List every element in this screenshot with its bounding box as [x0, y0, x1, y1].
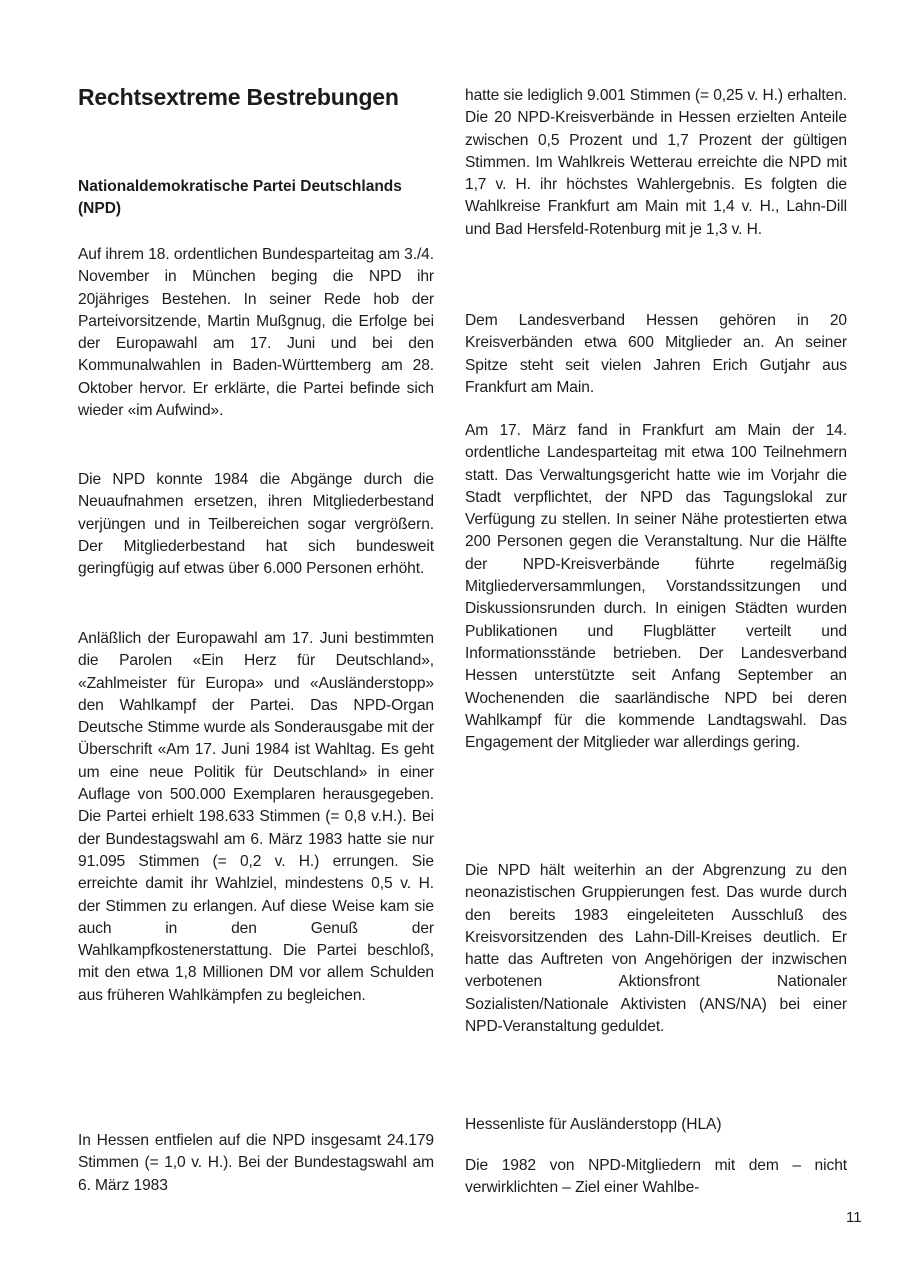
left-paragraph-4: In Hessen entfielen auf die NPD insgesamt 24.179 Stimmen (= 1,0 v. H.). Bei der Bundestagswahl am 6. März 1983	[78, 1132, 434, 1194]
right-paragraph-5: Die 1982 von NPD-Mitgliedern mit dem – nicht verwirklichten – Ziel einer Wahlbe-	[465, 1157, 847, 1197]
subsection-title: Nationaldemokratische Partei Deutschlands (NPD)	[78, 178, 402, 217]
section-title: Rechtsextreme Bestrebungen	[78, 84, 399, 110]
left-paragraph-2: Die NPD konnte 1984 die Abgänge durch die Neuaufnahmen ersetzen, ihren Mitgliederbestand verjüngen und in Teilbereichen sogar vergrößern. Der Mitgliederbestand hat sich bundesweit geringfügig auf etwas über 6.000 Personen erhöht.	[78, 471, 434, 578]
left-paragraph-1: Auf ihrem 18. ordentlichen Bundesparteitag am 3./4. November in München beging die NPD ihr 20jähriges Bestehen. In seiner Rede hob der Parteivorsitzende, Martin Mußgnug, die Erfolge bei der Europawahl am 17. Juni und bei den Kommunalwahlen in Baden-Württemberg am 28. Oktober hervor. Er erklärte, die Partei befinde sich wieder «im Aufwind».	[78, 246, 434, 420]
right-paragraph-2: Dem Landesverband Hessen gehören in 20 Kreisverbänden etwa 600 Mitglieder an. An seiner Spitze steht seit vielen Jahren Erich Gutjahr aus Frankfurt am Main.	[465, 312, 847, 396]
right-paragraph-4: Die NPD hält weiterhin an der Abgrenzung zu den neonazistischen Gruppierungen fest. Das wurde durch den bereits 1983 eingeleiteten Ausschluß des Kreisvorsitzenden des Lahn-Dill-Kreises deutlich. Er hatte das Auftreten von Angehörigen der inzwischen verbotenen Aktionsfront Nationaler Sozialisten/Nationale Aktivisten (ANS/NA) bei einer NPD-Veranstaltung geduldet.	[465, 862, 847, 1036]
right-paragraph-3: Am 17. März fand in Frankfurt am Main der 14. ordentliche Landesparteitag mit etwa 100 Teilnehmern statt. Das Verwaltungsgericht hatte wie im Vorjahr die Stadt verpflichtet, der NPD das Tagungslokal zur Verfügung zu stellen. In seiner Nähe protestierten etwa 200 Personen gegen die Veranstaltung. Nur die Hälfte der NPD-Kreisverbände führte regelmäßig Mitgliederversammlungen, Vorstandssitzungen und Diskussionsrunden durch. In einigen Städten wurden Publikationen und Flugblätter verteilt und Informationsstände betrieben. Der Landesverband Hessen unterstützte seit Anfang September an Wochenenden die saarländische NPD bei deren Wahlkampf für die kommende Landtagswahl. Das Engagement der Mitglieder war allerdings gering.	[465, 422, 847, 752]
left-paragraph-3: Anläßlich der Europawahl am 17. Juni bestimmten die Parolen «Ein Herz für Deutschland», «Zahlmeister für Europa» und «Ausländerstopp» den Wahlkampf der Partei. Das NPD-Organ Deutsche Stimme wurde als Sonderausgabe mit der Überschrift «Am 17. Juni 1984 ist Wahltag. Es geht um eine neue Politik für Deutschland» in einer Auflage von 500.000 Exemplaren herausgegeben. Die Partei erhielt 198.633 Stimmen (= 0,8 v.H.). Bei der Bundestagswahl am 6. März 1983 hatte sie nur 91.095 Stimmen (= 0,2 v. H.) errungen. Sie erreichte damit ihr Wahlziel, mindestens 0,5 v. H. der Stimmen zu erlangen. Auf diese Weise kam sie auch in den Genuß der Wahlkampfkostenerstattung. Die Partei beschloß, mit den etwa 1,8 Millionen DM vor allem Schulden aus früheren Wahlkämpfen zu begleichen.	[78, 630, 434, 1004]
right-subheading: Hessenliste für Ausländerstopp (HLA)	[465, 1116, 722, 1133]
right-paragraph-1: hatte sie lediglich 9.001 Stimmen (= 0,25 v. H.) erhalten. Die 20 NPD-Kreisverbände in Hessen erzielten Anteile zwischen 0,5 Prozent und 1,7 Prozent der gültigen Stimmen. Im Wahlkreis Wetterau erreichte die NPD mit 1,7 v. H. ihr höchstes Wahlergebnis. Es folgten die Wahlkreise Frankfurt am Main mit 1,4 v. H., Lahn-Dill und Bad Hersfeld-Rotenburg mit je 1,3 v. H.	[465, 87, 847, 238]
page-number: 11	[846, 1209, 862, 1226]
